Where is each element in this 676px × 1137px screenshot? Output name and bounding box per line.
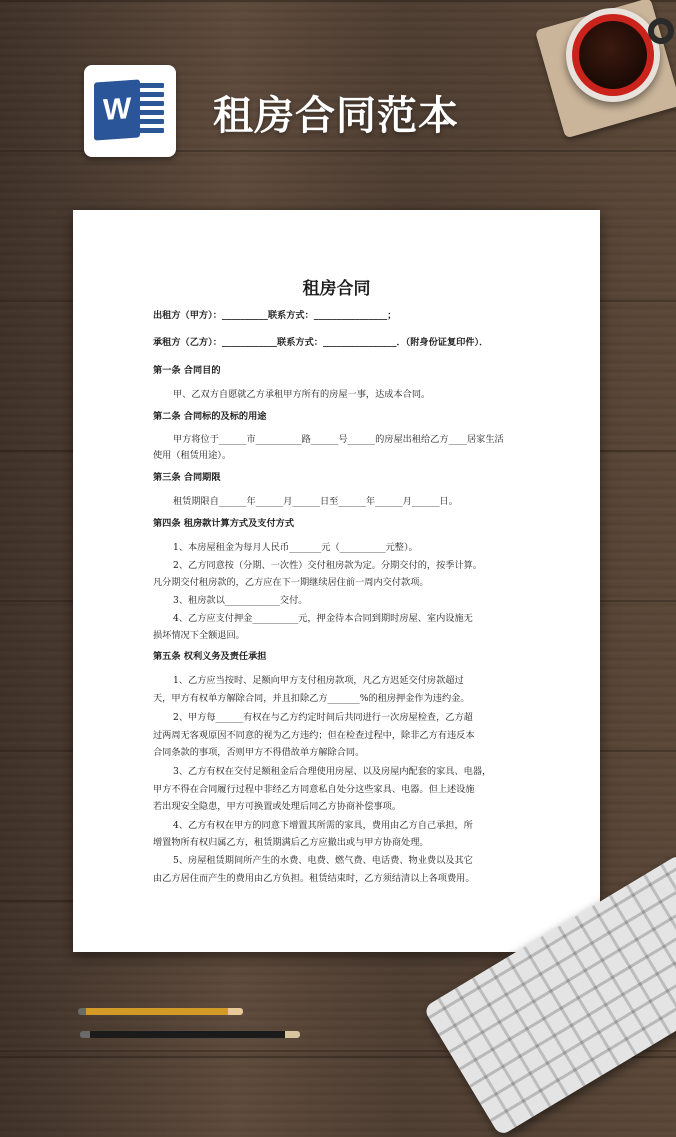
paragraph-line: 合同条款的事项，否则甲方不得借故单方解除合同。 (153, 747, 365, 758)
document-page (73, 210, 600, 952)
word-icon (84, 65, 176, 157)
section-heading: 第四条 租房款计算方式及支付方式 (153, 518, 295, 529)
party-a-line: 出租方（甲方）：__________联系方式：________________； (153, 310, 397, 321)
paragraph-line: 1、乙方应当按时、足额向甲方支付租房款项，凡乙方迟延交付房款超过 (173, 675, 464, 686)
paragraph-line: 甲、乙双方自愿就乙方承租甲方所有的房屋一事，达成本合同。 (173, 389, 431, 400)
paragraph-line: 租赁期限自______年______月______日至______年______月______日。 (173, 496, 458, 507)
coffee (579, 21, 647, 89)
section-heading: 第三条 合同期限 (153, 472, 221, 483)
section-heading: 第五条 权利义务及责任承担 (153, 651, 267, 662)
paragraph-line: 甲方不得在合同履行过程中非经乙方同意私自处分这些家具、电器。但上述设施 (153, 784, 475, 795)
paragraph-line: 使用（租赁用途）。 (153, 450, 232, 461)
paragraph-line: 3、乙方有权在交付足额租金后合理使用房屋、以及房屋内配套的家具、电器， (173, 766, 492, 777)
paragraph-line: 增置物所有权归属乙方，租赁期满后乙方应撤出或与甲方协商处理。 (153, 837, 429, 848)
paragraph-line: 若出现安全隐患，甲方可换置或处理后同乙方协商补偿事项。 (153, 801, 402, 812)
banner-title: 租房合同范本 (213, 93, 459, 139)
paragraph-line: 天，甲方有权单方解除合同，并且扣除乙方_______%的租房押金作为违约金。 (153, 693, 470, 704)
paragraph-line: 5、房屋租赁期间所产生的水费、电费、燃气费、电话费、物业费以及其它 (173, 855, 473, 866)
paragraph-line: 损坏情况下全额退回。 (153, 630, 245, 641)
pencil (80, 1031, 300, 1038)
word-icon-letter: W (94, 79, 140, 140)
paragraph-line: 4、乙方有权在甲方的同意下增置其所需的家具，费用由乙方自己承担，所 (173, 820, 473, 831)
paragraph-line: 4、乙方应支付押金__________元，押金待本合同到期时房屋、室内设施无 (173, 613, 473, 624)
paragraph-line: 过两周无客观原因不同意的视为乙方违约；但在检查过程中，除非乙方有违反本 (153, 730, 475, 741)
cup-handle (648, 18, 674, 44)
paragraph-line: 凡分期交付租房款的，乙方应在下一期继续居住前一周内交付款项。 (153, 577, 429, 588)
pencil (78, 1008, 243, 1015)
paragraph-line: 由乙方居住而产生的费用由乙方负担。租赁结束时，乙方须结清以上各项费用。 (153, 873, 475, 884)
paragraph-line: 3、租房款以____________交付。 (173, 595, 308, 606)
document-title: 租房合同 (302, 279, 371, 299)
coffee-cup (566, 8, 660, 102)
section-heading: 第一条 合同目的 (153, 365, 221, 376)
paragraph-line: 2、甲方每______有权在与乙方约定时间后共同进行一次房屋检查，乙方超 (173, 712, 473, 723)
paragraph-line: 2、乙方同意按（分期、一次性）交付租房款为定。分期交付的，按季计算。 (173, 560, 483, 571)
section-heading: 第二条 合同标的及标的用途 (153, 411, 267, 422)
party-b-line: 承租方（乙方）：____________联系方式：________________．（附身份证复印件）． (153, 337, 489, 348)
paragraph-line: 甲方将位于______市__________路______号______的房屋出租给乙方____居家生活 (173, 434, 504, 445)
paragraph-line: 1、本房屋租金为每月人民币_______元（__________元整）。 (173, 542, 418, 553)
